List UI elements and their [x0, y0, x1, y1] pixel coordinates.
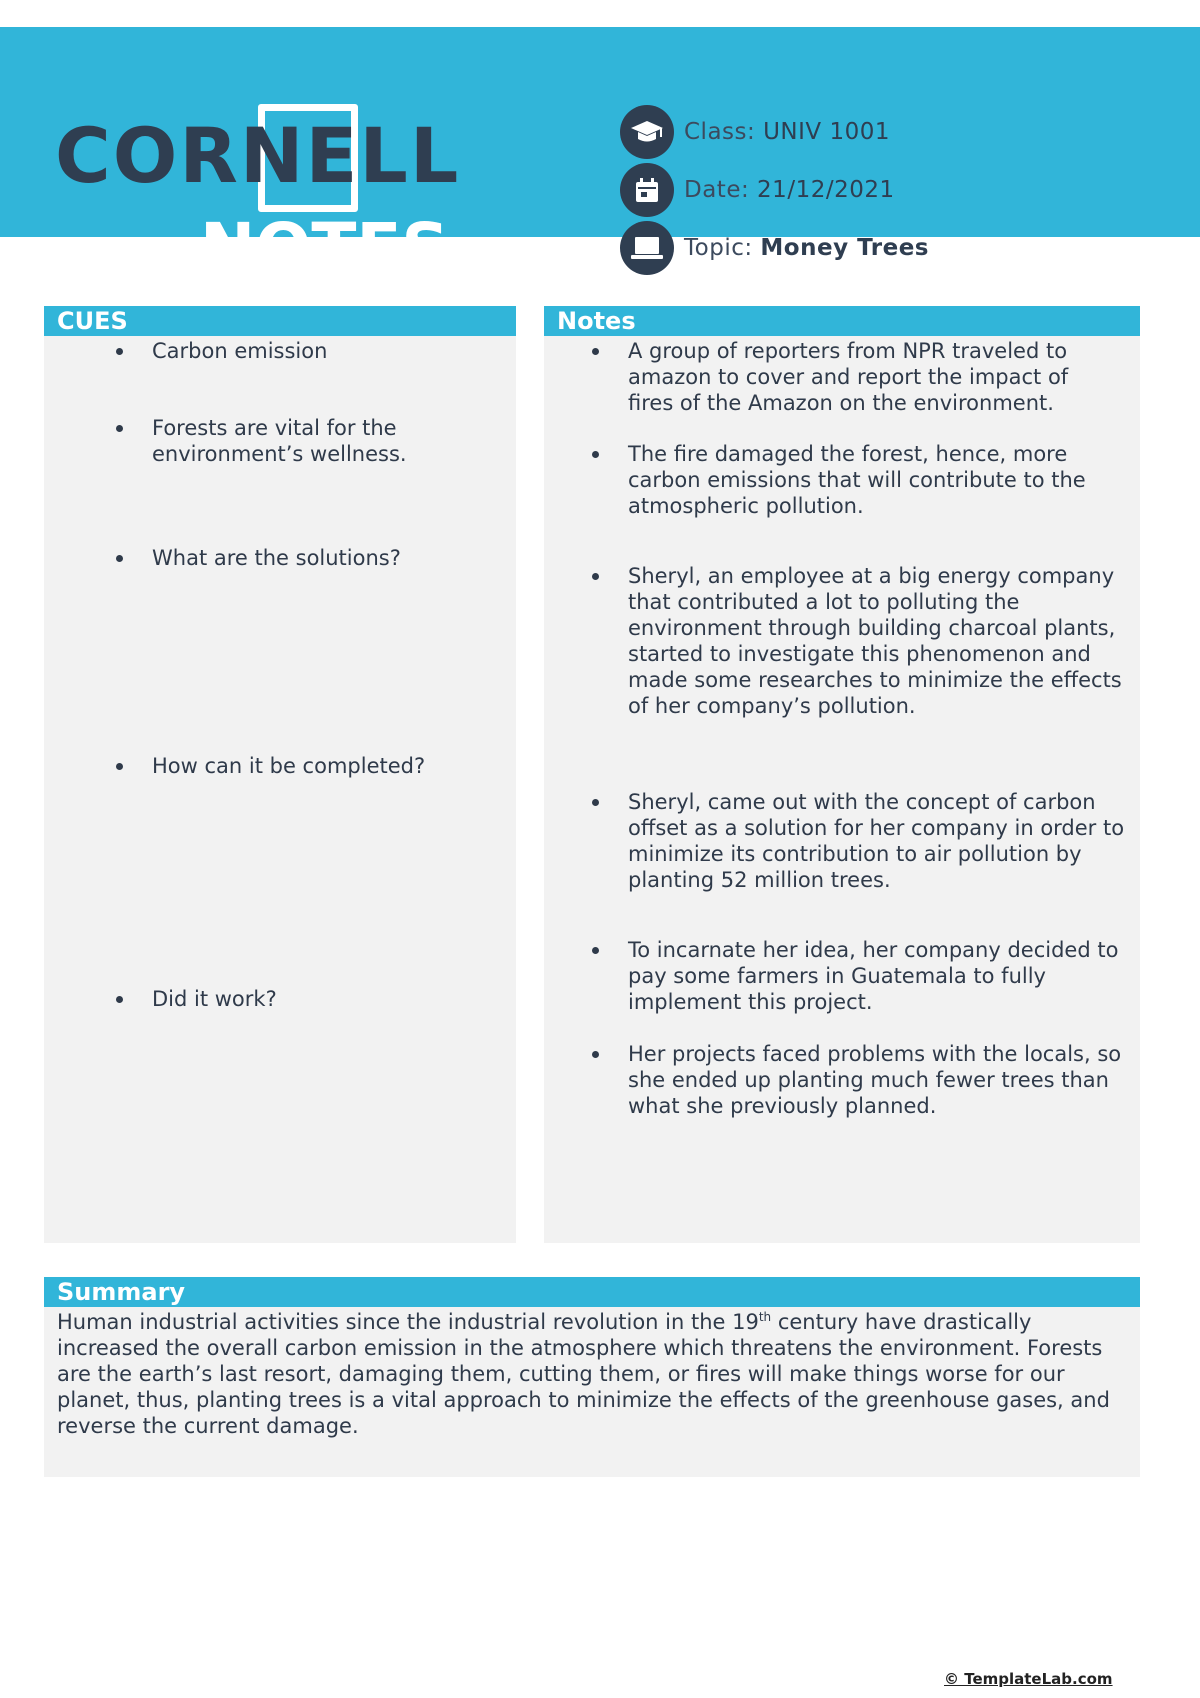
- laptop-icon: [620, 221, 674, 275]
- logo-main-text: CORNELL: [55, 111, 461, 200]
- cue-item: Carbon emission: [152, 338, 327, 364]
- templatelab-credit-link[interactable]: © TemplateLab.com: [944, 1670, 1113, 1688]
- calendar-icon: [620, 163, 674, 217]
- note-item: Sheryl, came out with the concept of carbon offset as a solution for her company in order to minimize its contribution to air pollution by planting 52 million trees.: [628, 789, 1128, 893]
- class-text: [684, 119, 890, 145]
- cue-item: What are the solutions?: [152, 545, 472, 571]
- note-item: A group of reporters from NPR traveled to amazon to cover and report the impact of fires of the Amazon on the environment.: [628, 338, 1118, 416]
- class-value: UNIV 1001: [763, 119, 890, 145]
- note-item: To incarnate her idea, her company decided to pay some farmers in Guatemala to fully implement this project.: [628, 937, 1128, 1015]
- date-row: [620, 163, 895, 217]
- cornell-notes-logo: [50, 100, 461, 286]
- date-value: 21/12/2021: [757, 177, 895, 203]
- note-item: The fire damaged the forest, hence, more carbon emissions that will contribute to the atmospheric pollution.: [628, 441, 1128, 519]
- class-label: Class:: [684, 119, 764, 145]
- note-item: Her projects faced problems with the locals, so she ended up planting much fewer trees than what she previously planned.: [628, 1041, 1128, 1119]
- graduation-cap-icon: [620, 105, 674, 159]
- summary-text: Human industrial activities since the industrial revolution in the 19th century have drastically increased the overall carbon emission in the atmosphere which threatens the environment. Forests are the earth’s last resort, damaging them, cutting them, or fires will make things worse for our planet, thus, planting trees is a vital approach to minimize the effects of the greenhouse gases, and reverse the current damage.: [57, 1310, 1110, 1438]
- logo-sub-text: NOTES: [200, 209, 449, 286]
- cue-item: How can it be completed?: [152, 753, 472, 779]
- summary-heading: Summary: [44, 1277, 1140, 1307]
- topic-value: Money Trees: [760, 235, 929, 261]
- cue-item: Did it work?: [152, 986, 472, 1012]
- date-label: Date:: [684, 177, 758, 203]
- topic-row: [620, 221, 929, 275]
- cues-heading: CUES: [44, 306, 516, 336]
- date-text: [684, 177, 895, 203]
- class-row: [620, 105, 890, 159]
- note-item: Sheryl, an employee at a big energy company that contributed a lot to polluting the environment through building charcoal plants, started to investigate this phenomenon and made some researches to minimize the effects of her company’s pollution.: [628, 563, 1128, 719]
- topic-label: Topic:: [684, 235, 761, 261]
- cue-item: Forests are vital for the environment’s wellness.: [152, 415, 442, 467]
- topic-text: [684, 235, 929, 261]
- notes-heading: Notes: [544, 306, 1140, 336]
